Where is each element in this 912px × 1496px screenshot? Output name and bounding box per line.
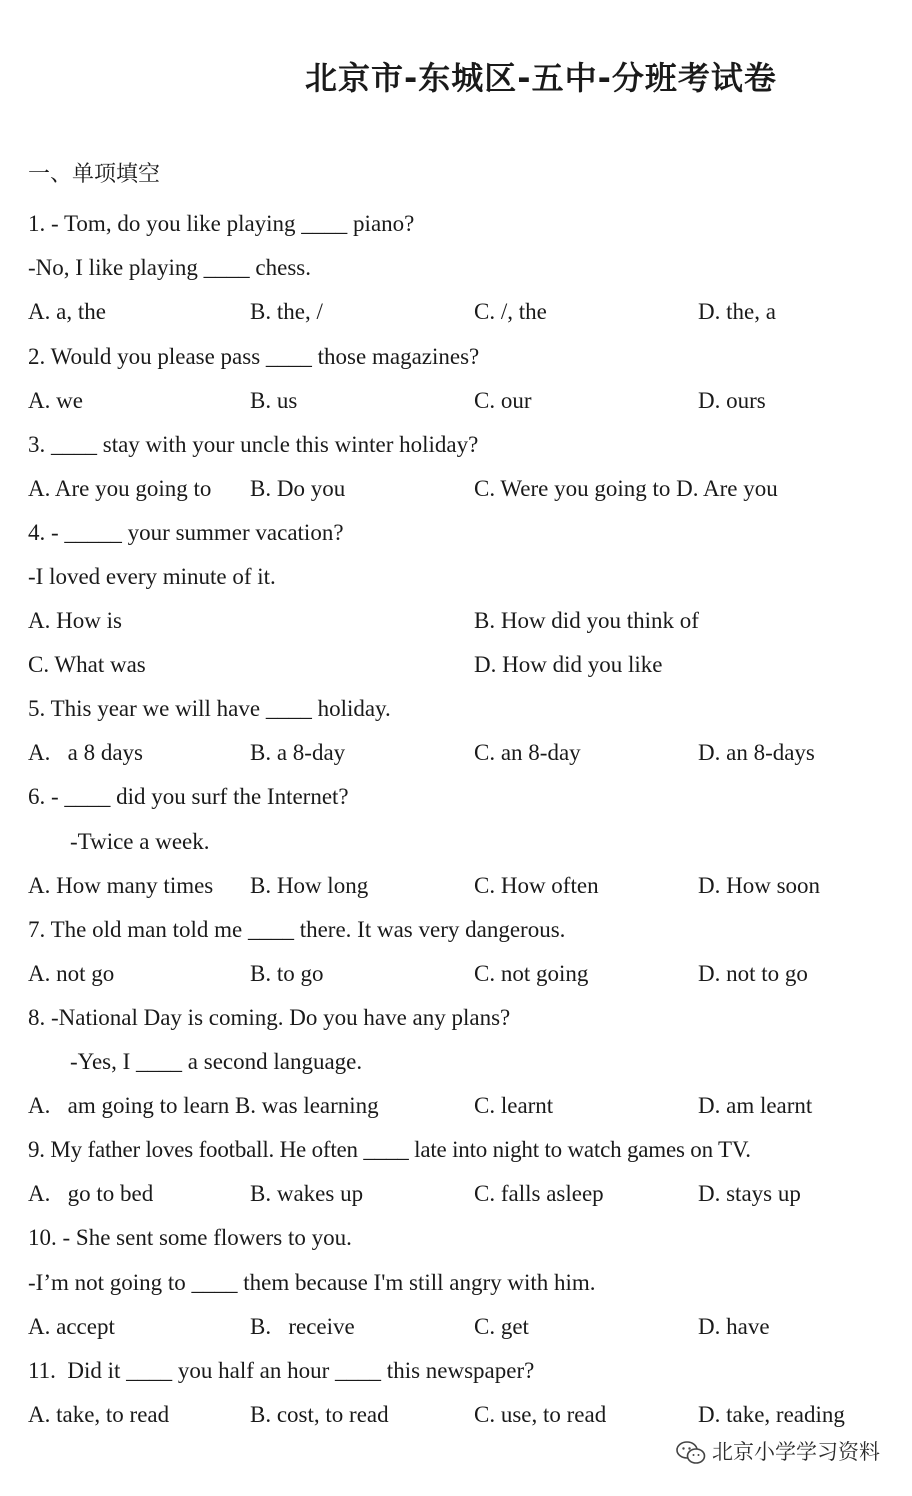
watermark-text: 北京小学学习资料	[712, 1440, 880, 1464]
question-8-option-d: D. am learnt	[698, 1093, 813, 1118]
question-6-option-b: B. How long	[250, 873, 369, 898]
question-10-line-1: 10. - She sent some flowers to you.	[28, 1225, 352, 1250]
question-5-option-a: A. a 8 days	[28, 740, 143, 765]
question-5-line-1: 5. This year we will have ____ holiday.	[28, 696, 391, 721]
section-heading: 一、单项填空	[28, 162, 161, 187]
question-9-line-1: 9. My father loves football. He often ____ late into night to watch games on TV.	[28, 1137, 751, 1162]
question-9-option-c: C. falls asleep	[474, 1181, 604, 1206]
question-1-option-a: A. a, the	[28, 299, 106, 324]
question-5-option-d: D. an 8-days	[698, 740, 815, 765]
exam-title: 北京市-东城区-五中-分班考试卷	[305, 59, 777, 97]
question-2-line-1: 2. Would you please pass ____ those magazines?	[28, 344, 480, 369]
question-2-option-b: B. us	[250, 388, 298, 413]
question-1-line-2: -No, I like playing ____ chess.	[28, 255, 311, 280]
question-1-option-c: C. /, the	[474, 299, 547, 324]
watermark	[676, 1432, 880, 1472]
question-10-line-2: -I’m not going to ____ them because I'm still angry with him.	[28, 1270, 596, 1295]
question-6-option-d: D. How soon	[698, 873, 821, 898]
question-1-option-d: D. the, a	[698, 299, 776, 324]
question-7-option-c: C. not going	[474, 961, 589, 986]
wechat-icon	[676, 1440, 706, 1466]
question-7-option-d: D. not to go	[698, 961, 808, 986]
question-6-option-a: A. How many times	[28, 873, 214, 898]
question-4-line-2: -I loved every minute of it.	[28, 564, 276, 589]
question-8-option-a-b: A. am going to learn B. was learning	[28, 1093, 379, 1118]
question-8-line-1: 8. -National Day is coming. Do you have any plans?	[28, 1005, 511, 1030]
question-5-option-c: C. an 8-day	[474, 740, 581, 765]
question-4-option-d: D. How did you like	[474, 652, 663, 677]
question-11-option-c: C. use, to read	[474, 1402, 607, 1427]
question-10-option-d: D. have	[698, 1314, 770, 1339]
question-4-line-1: 4. - _____ your summer vacation?	[28, 520, 344, 545]
question-1-option-b: B. the, /	[250, 299, 323, 324]
question-2-option-a: A. we	[28, 388, 83, 413]
question-4-option-b: B. How did you think of	[474, 608, 699, 633]
question-8-option-c: C. learnt	[474, 1093, 554, 1118]
question-8-line-2: -Yes, I ____ a second language.	[70, 1049, 363, 1074]
question-4-option-c: C. What was	[28, 652, 146, 677]
question-7-option-b: B. to go	[250, 961, 324, 986]
question-3-line-1: 3. ____ stay with your uncle this winter holiday?	[28, 432, 479, 457]
question-3-option-a: A. Are you going to	[28, 476, 212, 501]
question-7-line-1: 7. The old man told me ____ there. It was very dangerous.	[28, 917, 566, 942]
question-7-option-a: A. not go	[28, 961, 115, 986]
question-10-option-c: C. get	[474, 1314, 529, 1339]
question-9-option-d: D. stays up	[698, 1181, 801, 1206]
question-1-line-1: 1. - Tom, do you like playing ____ piano?	[28, 211, 415, 236]
question-9-option-a: A. go to bed	[28, 1181, 154, 1206]
question-6-line-2: -Twice a week.	[70, 829, 210, 854]
question-6-option-c: C. How often	[474, 873, 599, 898]
question-11-option-b: B. cost, to read	[250, 1402, 389, 1427]
question-11-line-1: 11. Did it ____ you half an hour ____ this newspaper?	[28, 1358, 535, 1383]
question-10-option-a: A. accept	[28, 1314, 115, 1339]
question-3-option-b: B. Do you	[250, 476, 346, 501]
question-5-option-b: B. a 8-day	[250, 740, 346, 765]
question-2-option-c: C. our	[474, 388, 532, 413]
question-4-option-a: A. How is	[28, 608, 122, 633]
question-3-option-c-d: C. Were you going to D. Are you	[474, 476, 778, 501]
question-6-line-1: 6. - ____ did you surf the Internet?	[28, 784, 349, 809]
question-2-option-d: D. ours	[698, 388, 766, 413]
question-9-option-b: B. wakes up	[250, 1181, 364, 1206]
question-11-option-a: A. take, to read	[28, 1402, 170, 1427]
question-11-option-d: D. take, reading	[698, 1402, 845, 1427]
question-10-option-b: B. receive	[250, 1314, 355, 1339]
